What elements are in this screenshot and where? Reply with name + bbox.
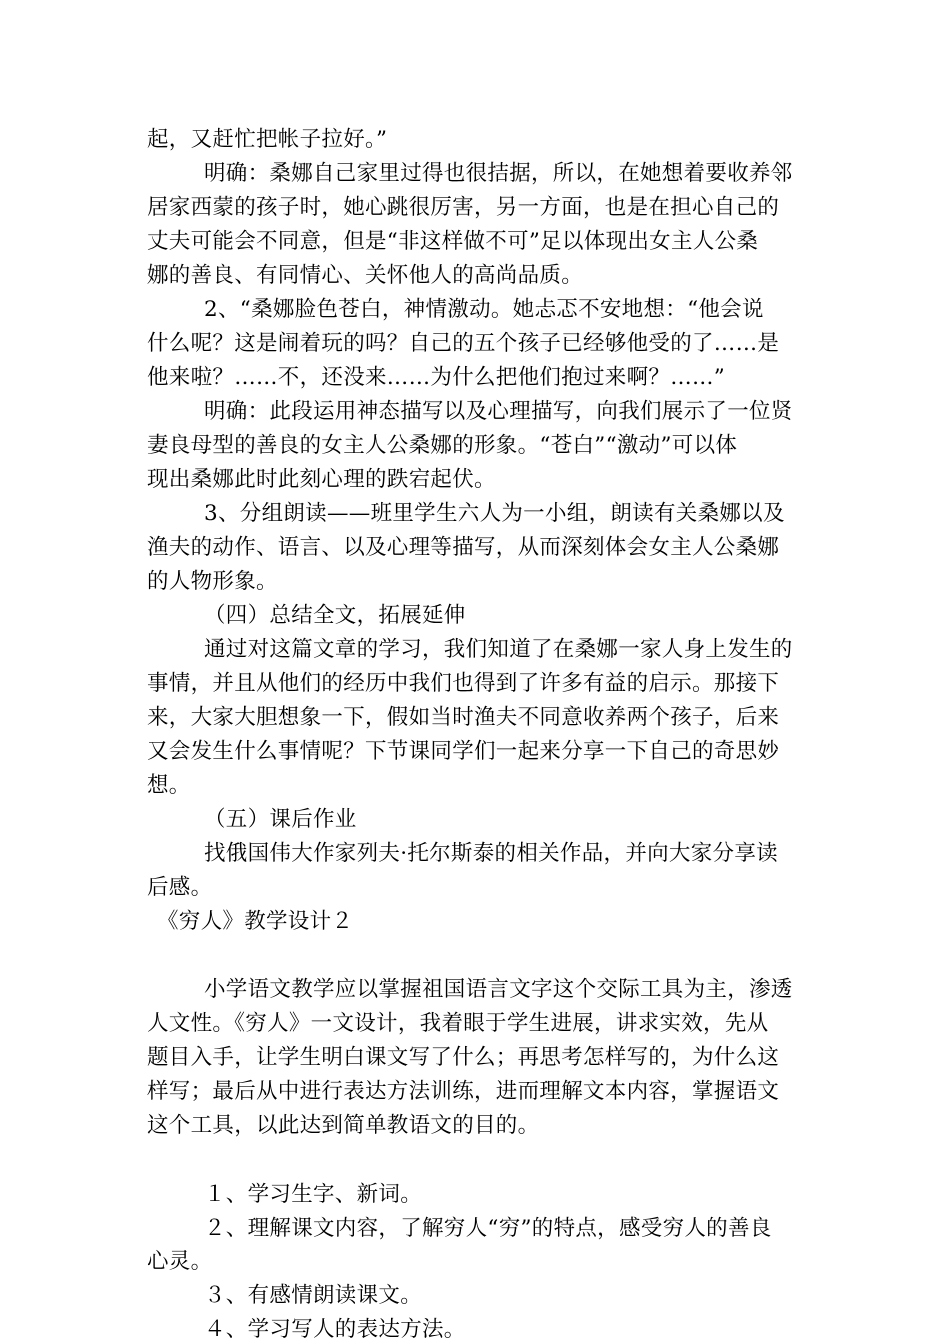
text-line: 现出桑娜此时此刻心理的跌宕起伏。 [147, 467, 496, 492]
text-line: 2、“桑娜脸色苍白，神情激动。她忐忑不安地想：“他会说 [204, 297, 764, 322]
text-line: 什么呢？这是闹着玩的吗？自己的五个孩子已经够他受的了……是 [147, 331, 780, 356]
text-line: 丈夫可能会不同意，但是“非这样做不可”足以体现出女主人公桑 [147, 229, 759, 254]
text-line: 心灵。 [147, 1249, 213, 1274]
text-line: 渔夫的动作、语言、以及心理等描写，从而深刻体会女主人公桑娜 [147, 535, 780, 560]
text-line: 人文性。《穷人》一文设计，我着眼于学生进展，讲求实效，先从 [147, 1011, 769, 1036]
text-line: 找俄国伟大作家列夫·托尔斯泰的相关作品，并向大家分享读 [204, 841, 778, 866]
list-item: ３、有感情朗读课文。 [204, 1283, 423, 1308]
text-line: 后感。 [147, 875, 213, 900]
text-line: 他来啦？……不，还没来……为什么把他们抱过来啊？……” [147, 365, 726, 390]
text-line: 题目入手，让学生明白课文写了什么；再思考怎样写的，为什么这 [147, 1045, 780, 1070]
list-item: ２、理解课文内容，了解穷人“穷”的特点，感受穷人的善良 [204, 1216, 772, 1241]
text-line: 来，大家大胆想象一下，假如当时渔夫不同意收养两个孩子，后来 [147, 705, 780, 730]
list-item: ４、学习写人的表达方法。 [204, 1317, 466, 1342]
text-line: 明确：此段运用神态描写以及心理描写，向我们展示了一位贤 [204, 399, 793, 424]
text-line: 的人物形象。 [147, 569, 278, 594]
text-line: 明确：桑娜自己家里过得也很拮据，所以，在她想着要收养邻 [204, 161, 793, 186]
text-line: 这个工具，以此达到简单教语文的目的。 [147, 1113, 540, 1138]
document-title: 《穷人》教学设计２ [157, 909, 354, 934]
text-line: 起，又赶忙把帐子拉好。” [147, 127, 388, 152]
text-line: 通过对这篇文章的学习，我们知道了在桑娜一家人身上发生的 [204, 637, 793, 662]
text-line: 3、分组朗读——班里学生六人为一小组，朗读有关桑娜以及 [204, 501, 785, 526]
text-line: 又会发生什么事情呢？下节课同学们一起来分享一下自己的奇思妙 [147, 739, 780, 764]
text-line: 事情，并且从他们的经历中我们也得到了许多有益的启示。那接下 [147, 671, 780, 696]
text-line: 居家西蒙的孩子时，她心跳很厉害，另一方面，也是在担心自己的 [147, 195, 780, 220]
text-line: 娜的善良、有同情心、关怀他人的高尚品质。 [147, 263, 584, 288]
text-line: 想。 [147, 773, 191, 798]
text-line: 样写；最后从中进行表达方法训练，进而理解文本内容，掌握语文 [147, 1079, 780, 1104]
section-heading: （五）课后作业 [204, 807, 357, 832]
list-item: １、学习生字、新词。 [204, 1182, 423, 1207]
section-heading: （四）总结全文，拓展延伸 [204, 603, 466, 628]
text-line: 妻良母型的善良的女主人公桑娜的形象。“苍白”“激动”可以体 [147, 433, 738, 458]
text-line: 小学语文教学应以掌握祖国语言文字这个交际工具为主，渗透 [204, 977, 793, 1002]
